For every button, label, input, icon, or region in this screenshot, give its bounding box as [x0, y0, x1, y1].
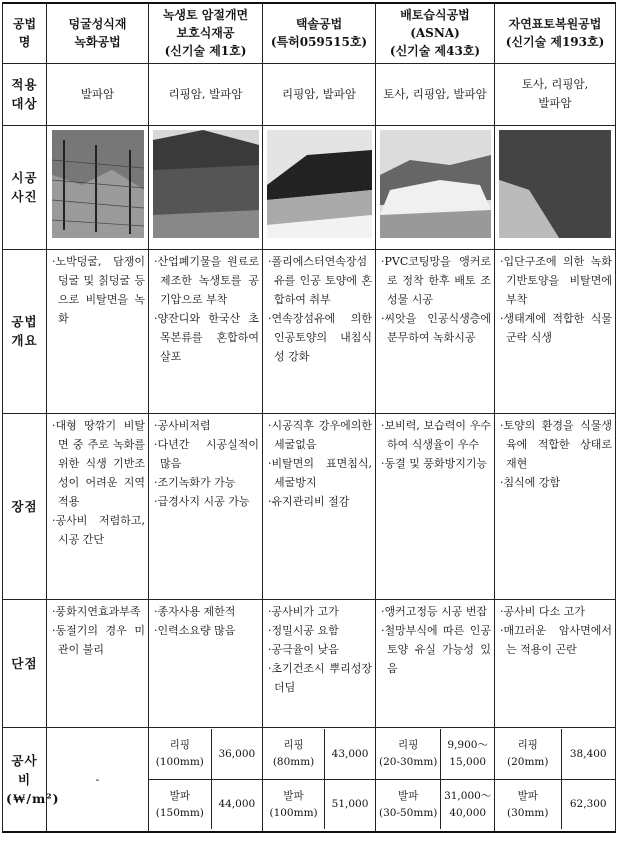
merit-item: ·다년간 시공실적이 많음 — [154, 437, 259, 470]
cost-col-5 — [495, 727, 616, 832]
merit-item: ·토양의 환경을 식물생육에 적합한 상태로 재현 — [500, 418, 612, 470]
overview-item: ·산업폐기물을 원료로 제조한 녹생토를 공기압으로 부착 — [154, 254, 259, 306]
demerit-row — [3, 599, 616, 727]
merit-item: ·대형 땅깎기 비탈면 중 주로 녹화를 위한 식생 기반조성이 어려운 지역 적용 — [52, 418, 145, 508]
photo-asna-hill — [380, 130, 491, 238]
header-row — [3, 3, 616, 63]
demerit-col-4 — [376, 599, 495, 727]
header-col-3: 택솔공법 (특허059515호) — [263, 3, 376, 63]
cost-type: 발파 (100mm) — [269, 789, 318, 819]
demerit-item: ·매끄러운 암사면에서는 적용이 곤란 — [500, 623, 612, 656]
demerit-col-2 — [149, 599, 263, 727]
cost-label: 공사 비 (₩/m²) — [3, 727, 47, 832]
cost-col-2 — [149, 727, 263, 832]
cost-type: 발파 (30mm) — [507, 789, 549, 819]
overview-item: ·입단구조에 의한 녹화기반토양을 비탈면에 부착 — [500, 254, 612, 306]
demerit-item: ·종자사용 제한적 — [154, 604, 236, 618]
cost-type: 발파 (150mm) — [155, 789, 204, 819]
cost-price: 51,000 — [325, 779, 375, 829]
cost-price: 62,300 — [561, 779, 615, 829]
photo-taxol-slope — [267, 130, 372, 238]
overview-col-4 — [376, 249, 495, 413]
demerit-item: ·정밀시공 요함 — [268, 623, 339, 637]
demerit-col-5 — [495, 599, 616, 727]
apply-col-5: 토사, 리핑암, 발파암 — [495, 63, 616, 125]
header-col-5: 자연표토복원공법 (신기술 제193호) — [495, 3, 616, 63]
overview-col-1 — [47, 249, 149, 413]
photo-vine-fence — [52, 130, 144, 238]
overview-item: ·폴리에스터연속장섬유를 인공 토양에 혼합하여 취부 — [268, 254, 372, 306]
photo-label: 시공 사진 — [3, 125, 47, 249]
cost-price: 31,000～ 40,000 — [441, 779, 494, 829]
merit-item: ·침식에 강함 — [500, 475, 561, 489]
cost-type: 리핑 (20mm) — [495, 729, 561, 779]
construction-method-table — [2, 2, 616, 833]
demerit-item: ·인력소요량 많음 — [154, 623, 236, 637]
overview-row — [3, 249, 616, 413]
apply-col-3: 리핑암, 발파암 — [263, 63, 376, 125]
photo-green-slope — [153, 130, 259, 238]
demerit-item: ·동절기의 경우 미관이 불리 — [52, 623, 145, 656]
merit-item: ·급경사지 시공 가능 — [154, 494, 250, 508]
merit-item: ·조기녹화가 가능 — [154, 475, 236, 489]
merit-item: ·공사비저렴 — [154, 418, 211, 432]
merit-item: ·공사비 저렴하고, 시공 간단 — [52, 513, 145, 546]
demerit-col-3 — [263, 599, 376, 727]
cost-type: 리핑 (80mm) — [263, 729, 325, 779]
header-col-4: 배토습식공법(ASNA) (신기술 제43호) — [376, 3, 495, 63]
overview-item: ·연속장섬유에 의한 인공토양의 내침식성 강화 — [268, 311, 372, 363]
cost-col-4 — [376, 727, 495, 832]
overview-col-5 — [495, 249, 616, 413]
demerit-item: ·공사비 다소 고가 — [500, 604, 585, 618]
demerit-label: 단점 — [3, 599, 47, 727]
demerit-item: ·공극율이 낮음 — [268, 642, 339, 656]
cost-price: 38,400 — [561, 729, 615, 779]
cost-type: 리핑 (100mm) — [149, 729, 211, 779]
apply-label: 적용 대상 — [3, 63, 47, 125]
merit-item: ·동결 및 풍화방지기능 — [381, 456, 488, 470]
overview-item: ·양잔디와 한국산 초목본류를 혼합하여 살포 — [154, 311, 259, 363]
merit-item: ·유지관리비 절감 — [268, 494, 350, 508]
demerit-item: ·철망부식에 따른 인공토양 유실 가능성 있음 — [381, 623, 491, 675]
cost-col-3 — [263, 727, 376, 832]
merit-item: ·시공직후 강우에의한 세굴없음 — [268, 418, 372, 451]
overview-item: ·생태계에 적합한 식물군락 식생 — [500, 311, 612, 344]
photo-topsoil-slope — [499, 130, 611, 238]
cost-row — [3, 727, 616, 832]
overview-item: ·노박덩굴, 담쟁이덩굴 및 칡덩굴 등으로 비탈면을 녹화 — [52, 254, 145, 325]
header-col-1: 덩굴성식재 녹화공법 — [47, 3, 149, 63]
demerit-col-1 — [47, 599, 149, 727]
merit-col-3 — [263, 413, 376, 599]
photo-row — [3, 125, 616, 249]
header-method-label: 공법 명 — [3, 3, 47, 63]
merit-col-2 — [149, 413, 263, 599]
apply-col-1: 발파암 — [47, 63, 149, 125]
cost-type: 리핑 (20-30mm) — [376, 729, 441, 779]
demerit-item: ·풍화지연효과부족 — [52, 604, 141, 618]
merit-col-5 — [495, 413, 616, 599]
overview-item: ·PVC코팅망을 앵커로로 정착 한후 배토 조성물 시공 — [381, 254, 491, 306]
apply-col-4: 토사, 리핑암, 발파암 — [376, 63, 495, 125]
cost-col-1: - — [47, 727, 149, 832]
header-col-2: 녹생토 암절개면 보호식재공 (신기술 제1호) — [149, 3, 263, 63]
cost-price: 44,000 — [211, 779, 262, 829]
overview-label: 공법 개요 — [3, 249, 47, 413]
cost-price: 36,000 — [211, 729, 262, 779]
overview-col-2 — [149, 249, 263, 413]
merit-col-1 — [47, 413, 149, 599]
cost-type: 발파 (30-50mm) — [379, 789, 438, 819]
merit-col-4 — [376, 413, 495, 599]
merit-label: 장점 — [3, 413, 47, 599]
cost-price: 43,000 — [325, 729, 375, 779]
demerit-item: ·앵커고정등 시공 번잡 — [381, 604, 488, 618]
merit-row — [3, 413, 616, 599]
demerit-item: ·공사비가 고가 — [268, 604, 339, 618]
apply-col-2: 리핑암, 발파암 — [149, 63, 263, 125]
merit-item: ·비탈면의 표면침식, 세굴방지 — [268, 456, 372, 489]
apply-row — [3, 63, 616, 125]
overview-item: ·씨앗을 인공식생층에 분무하여 녹화시공 — [381, 311, 491, 344]
overview-col-3 — [263, 249, 376, 413]
merit-item: ·보비력, 보습력이 우수하여 식생율이 우수 — [381, 418, 491, 451]
demerit-item: ·초기건조시 뿌리성장 더딤 — [268, 661, 372, 694]
cost-price: 9,900～ 15,000 — [441, 729, 494, 779]
